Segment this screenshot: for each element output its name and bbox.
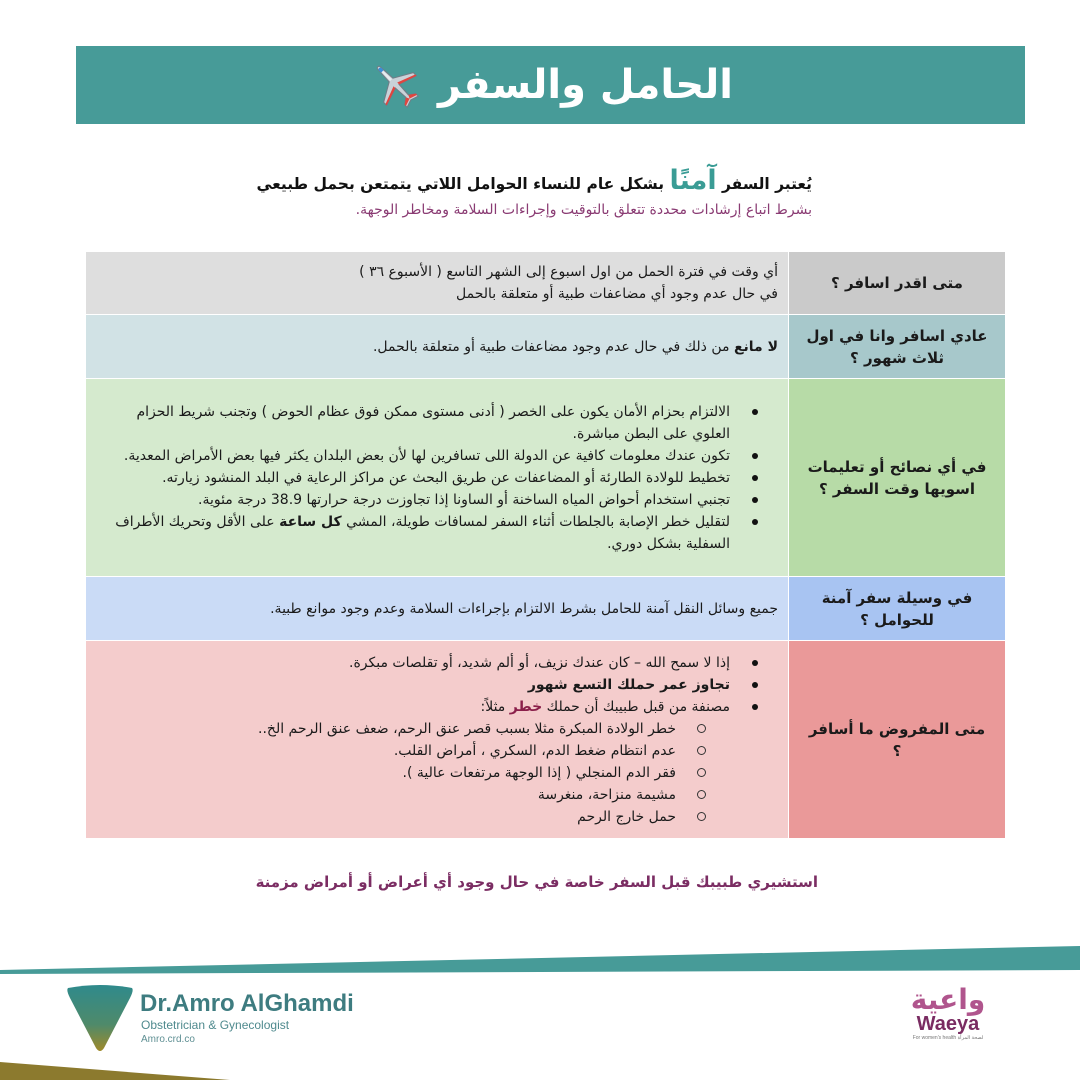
list-item-text: على الأقل وتحريك الأطراف السفلية بشكل دوري. xyxy=(115,513,730,552)
faq-table xyxy=(85,251,1006,839)
answer-cell xyxy=(86,379,789,577)
intro-safe-highlight: آمنًا xyxy=(669,165,717,196)
intro-prefix: يُعتبر السفر xyxy=(722,175,812,193)
consult-note: استشيري طبيبك قبل السفر خاصة في حال وجود أي أعراض أو أمراض مزمنة xyxy=(255,873,818,891)
table-row xyxy=(86,315,1006,379)
list-item: تخطيط للولادة الطارئة أو المضاعفات عن طريق البحث عن مراكز الرعاية في البلد المنشود زيارته. xyxy=(98,467,778,489)
intro-condition: بشرط اتباع إرشادات محددة تتعلق بالتوقيت وإجراءات السلامة ومخاطر الوجهة. xyxy=(355,202,812,218)
list-item xyxy=(98,511,778,555)
answer-cell: جميع وسائل النقل آمنة للحامل بشرط الالتزام بإجراءات السلامة وعدم وجود موانع طبية. xyxy=(86,577,789,641)
page-title: الحامل والسفر xyxy=(438,62,733,108)
list-item-text: مصنفة من قبل طبيبك أن حملك xyxy=(546,698,730,715)
list-item: إذا لا سمح الله – كان عندك نزيف، أو ألم شديد، أو تقلصات مبكرة. xyxy=(98,652,778,674)
list-item-bold: كل ساعة xyxy=(279,513,342,530)
answer-cell xyxy=(86,252,789,315)
doctor-name: Dr.Amro AlGhamdi xyxy=(140,990,354,1017)
sub-list-item: مشيمة منزاحة، منغرسة xyxy=(98,784,778,806)
intro-suffix: بشكل عام للنساء الحوامل اللاتي يتمتعن بحمل طبيعي xyxy=(256,175,665,193)
contraindications-list xyxy=(98,652,778,718)
answer-line: أي وقت في فترة الحمل من اول اسبوع إلى الشهر التاسع ( الأسبوع ٣٦ ) xyxy=(359,264,778,280)
tips-list xyxy=(98,401,778,555)
question-cell: في أي نصائح أو تعليمات اسويها وقت السفر ؟ xyxy=(789,379,1006,577)
table-row xyxy=(86,379,1006,577)
intro-section xyxy=(150,165,812,220)
answer-cell xyxy=(86,315,789,379)
doctor-specialty: Obstetrician & Gynecologist xyxy=(141,1018,290,1032)
brand-tagline: For women's health لصحة المرأة xyxy=(912,1035,984,1041)
list-item xyxy=(98,674,778,696)
list-item-text: لتقليل خطر الإصابة بالجلطات أثناء السفر لمسافات طويلة، المشي xyxy=(346,513,730,530)
table-row xyxy=(86,577,1006,641)
question-cell: متى المفروض ما أسافر ؟ xyxy=(789,641,1006,839)
sub-list-item: حمل خارج الرحم xyxy=(98,806,778,828)
sub-list-item: خطر الولادة المبكرة مثلا بسبب قصر عنق الرحم، ضعف عنق الرحم الخ.. xyxy=(98,718,778,740)
list-item xyxy=(98,696,778,718)
table-row xyxy=(86,641,1006,839)
sub-list-item: فقر الدم المنجلي ( إذا الوجهة مرتفعات عالية ). xyxy=(98,762,778,784)
list-item-text: مثلاً: xyxy=(480,698,506,715)
brand-arabic: واعية xyxy=(910,983,986,1016)
answer-text: من ذلك في حال عدم وجود مضاعفات طبية أو متعلقة بالحمل. xyxy=(372,338,730,355)
answer-line: في حال عدم وجود أي مضاعفات طبية أو متعلقة بالحمل xyxy=(456,286,778,302)
list-item: الالتزام بحزام الأمان يكون على الخصر ( أدنى مستوى ممكن فوق عظام الحوض ) وتجنب شريط الحزام العلوي على البطن مباشرة. xyxy=(98,401,778,445)
list-item-bold: تجاوز عمر حملك التسع شهور xyxy=(527,676,730,693)
question-cell: عادي اسافر وانا في اول ثلاث شهور ؟ xyxy=(789,315,1006,379)
answer-bold: لا مانع xyxy=(733,338,778,355)
answer-cell xyxy=(86,641,789,839)
table-row xyxy=(86,252,1006,315)
sub-list-item: عدم انتظام ضغط الدم، السكري ، أمراض القلب. xyxy=(98,740,778,762)
brand-english: Waeya xyxy=(916,1013,980,1035)
list-item: تجنبي استخدام أحواض المياه الساخنة أو الساونا إذا تجاوزت درجة حرارتها 38.9 درجة مئوية. xyxy=(98,489,778,511)
doctor-website: Amro.crd.co xyxy=(141,1034,195,1045)
intro-statement xyxy=(150,165,812,200)
brand-logo xyxy=(898,985,998,1042)
risk-sublist xyxy=(98,718,778,828)
question-cell: في وسيلة سفر آمنة للحوامل ؟ xyxy=(789,577,1006,641)
risk-highlight: خطر xyxy=(509,698,543,715)
airplane-icon xyxy=(368,57,424,113)
question-cell: متى اقدر اسافر ؟ xyxy=(789,252,1006,315)
list-item: تكون عندك معلومات كافية عن الدولة اللى تسافرين لها لأن بعض البلدان يكثر فيها بعض الأمراض المعدية. xyxy=(98,445,778,467)
title-banner xyxy=(76,46,1025,124)
doctor-logo-icon xyxy=(64,984,136,1054)
